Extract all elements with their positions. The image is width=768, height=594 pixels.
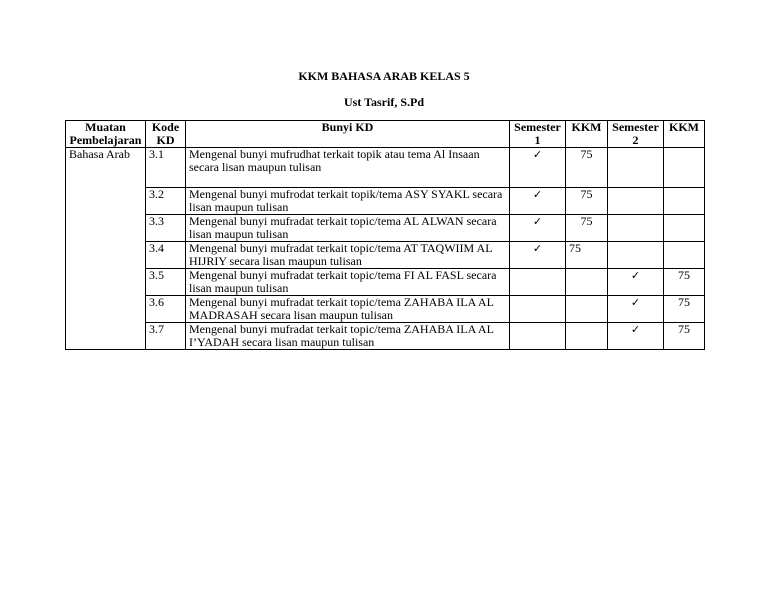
header-kode: Kode KD: [146, 121, 186, 148]
kkm-2-cell: [664, 215, 705, 242]
table-row: [66, 188, 705, 215]
table-row: [66, 296, 705, 323]
kkm-1-cell: 75: [566, 148, 608, 188]
subject-cell: Bahasa Arab: [66, 148, 146, 350]
document-title: KKM BAHASA ARAB KELAS 5: [298, 69, 470, 83]
header-bunyi: Bunyi KD: [186, 121, 510, 148]
bunyi-cell: Mengenal bunyi mufradat terkait topic/tema ZAHABA ILA AL MADRASAH secara lisan maupun tulisan: [186, 296, 510, 323]
kode-cell: 3.4: [146, 242, 186, 269]
header-semester-2: Semester 2: [608, 121, 664, 148]
table-row: [66, 148, 705, 188]
document-author: Ust Tasrif, S.Pd: [343, 95, 425, 109]
header-muatan: Muatan Pembelajaran: [66, 121, 146, 148]
kkm-1-cell: [566, 323, 608, 350]
semester-1-check: [510, 269, 566, 296]
table-row: [66, 242, 705, 269]
kkm-2-cell: [664, 242, 705, 269]
kkm-table: [65, 120, 705, 350]
semester-2-check: [608, 148, 664, 188]
kkm-1-cell: 75: [566, 188, 608, 215]
semester-1-check: [510, 323, 566, 350]
bunyi-cell: Mengenal bunyi mufrodat terkait topik/tema ASY SYAKL secara lisan maupun tulisan: [186, 188, 510, 215]
header-kkm-2: KKM: [664, 121, 705, 148]
kkm-2-cell: 75: [664, 296, 705, 323]
bunyi-cell: Mengenal bunyi mufradat terkait topic/tema ZAHABA ILA AL I’YADAH secara lisan maupun tulisan: [186, 323, 510, 350]
kkm-1-cell: 75: [566, 242, 608, 269]
table-row: [66, 269, 705, 296]
semester-1-check: ✓: [510, 215, 566, 242]
kode-cell: 3.1: [146, 148, 186, 188]
semester-1-check: [510, 296, 566, 323]
kode-cell: 3.5: [146, 269, 186, 296]
header-semester-1: Semester 1: [510, 121, 566, 148]
kkm-2-cell: 75: [664, 269, 705, 296]
semester-2-check: ✓: [608, 269, 664, 296]
bunyi-cell: Mengenal bunyi mufradat terkait topic/tema FI AL FASL secara lisan maupun tulisan: [186, 269, 510, 296]
kode-cell: 3.3: [146, 215, 186, 242]
kkm-1-cell: 75: [566, 215, 608, 242]
semester-2-check: ✓: [608, 296, 664, 323]
kkm-1-cell: [566, 269, 608, 296]
kkm-2-cell: 75: [664, 323, 705, 350]
table-header-row: [66, 121, 705, 148]
semester-2-check: [608, 242, 664, 269]
kkm-2-cell: [664, 148, 705, 188]
semester-1-check: ✓: [510, 242, 566, 269]
bunyi-cell: Mengenal bunyi mufradat terkait topic/tema AL ALWAN secara lisan maupun tulisan: [186, 215, 510, 242]
kode-cell: 3.7: [146, 323, 186, 350]
header-kkm-1: KKM: [566, 121, 608, 148]
kode-cell: 3.6: [146, 296, 186, 323]
kkm-2-cell: [664, 188, 705, 215]
table-row: [66, 215, 705, 242]
kkm-1-cell: [566, 296, 608, 323]
semester-1-check: ✓: [510, 148, 566, 188]
semester-2-check: [608, 188, 664, 215]
table-row: [66, 323, 705, 350]
semester-1-check: ✓: [510, 188, 566, 215]
kode-cell: 3.2: [146, 188, 186, 215]
bunyi-cell: Mengenal bunyi mufrudhat terkait topik atau tema Al Insaan secara lisan maupun tulisan: [186, 148, 510, 188]
bunyi-cell: Mengenal bunyi mufradat terkait topic/tema AT TAQWIIM AL HIJRIY secara lisan maupun tulisan: [186, 242, 510, 269]
semester-2-check: ✓: [608, 323, 664, 350]
semester-2-check: [608, 215, 664, 242]
